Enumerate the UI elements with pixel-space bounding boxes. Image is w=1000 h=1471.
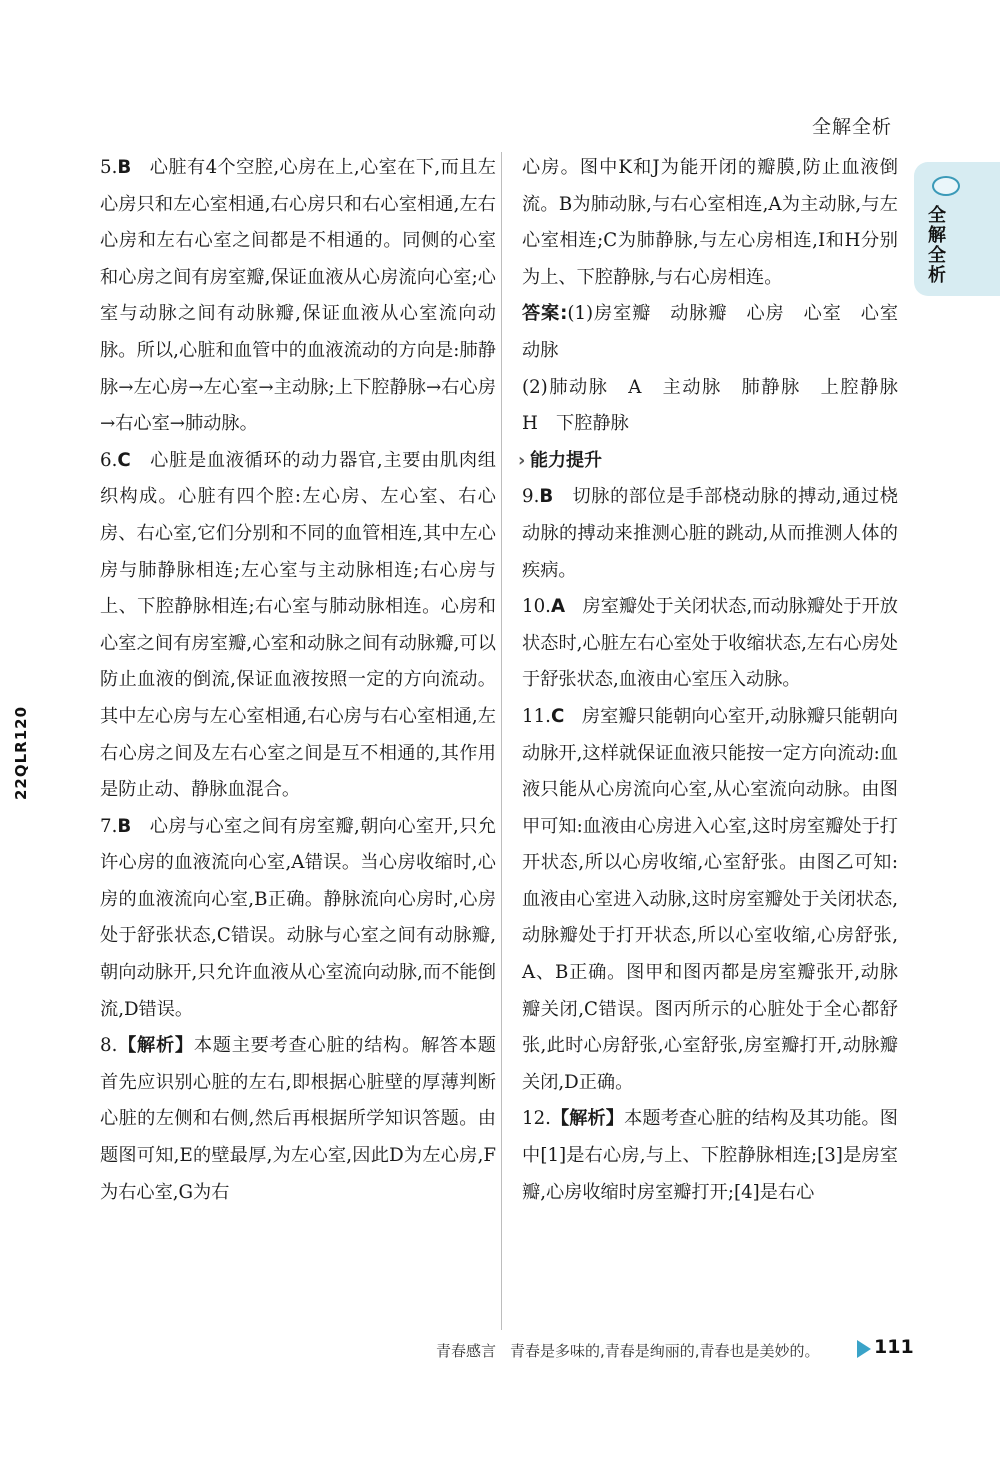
answer-label: 答案:: [522, 303, 568, 325]
explanation-text: 本题考查心脏的结构及其功能。图中[1]是右心房,与上、下腔静脉相连;[3]是房室瓣,心房收缩时房室瓣打开;[4]是右心: [522, 1108, 898, 1203]
explanation-text: 心房与心室之间有房室瓣,朝向心室开,只允许心房的血液流向心室,A错误。当心房收缩时,心房的血液流向心室,B正确。静脉流向心房时,心房处于舒张状态,C错误。动脉与心室之间有动脉瓣,朝向动脉开,只允许血液从心室流向动脉,而不能倒流,D错误。: [100, 815, 496, 1020]
page-number: 111: [874, 1336, 914, 1358]
answer-letter: A: [550, 596, 566, 618]
answer-letter: B: [117, 815, 132, 837]
header-title: 全解全析: [812, 116, 893, 138]
chevron-right-icon: ›: [518, 449, 526, 471]
question-12: [522, 1101, 898, 1211]
footer-quote: [436, 1340, 876, 1361]
footer-label: 青春感言: [436, 1342, 497, 1360]
analysis-tag: 【解析】: [117, 1035, 194, 1057]
answer-part-2: (2)肺动脉 A 主动脉 肺静脉 上腔静脉 H 下腔静脉: [522, 376, 917, 435]
column-divider: [501, 152, 502, 1330]
question-number: 9.: [522, 486, 540, 508]
question-number: 10.: [522, 596, 551, 618]
question-9: [522, 479, 898, 589]
question-8-continued: 心房。图中K和J为能开闭的瓣膜,防止血液倒流。B为肺动脉,与右心室相连,A为主动脉,与左心室相连;C为肺静脉,与左心房相连,I和H分别为上、下腔静脉,与右心房相连。: [522, 157, 898, 288]
section-heading: [518, 443, 898, 480]
side-tab-label: 全解全析: [928, 205, 946, 286]
explanation-text: 房室瓣处于关闭状态,而动脉瓣处于开放状态时,心脏左右心室处于收缩状态,左右心房处于舒张状态,血液由心室压入动脉。: [522, 596, 898, 691]
page-arrow-icon: [857, 1340, 871, 1358]
question-6: [100, 443, 496, 809]
explanation-text: 切脉的部位是手部桡动脉的搏动,通过桡动脉的搏动来推测心脏的跳动,从而推测人体的疾病。: [522, 486, 898, 581]
left-column: [100, 150, 496, 1211]
question-7: [100, 809, 496, 1029]
footer-quote-text: 青春是多味的,青春是绚丽的,青春也是美妙的。: [510, 1342, 820, 1360]
question-8: [100, 1028, 496, 1211]
explanation-text: 心脏是血液循环的动力器官,主要由肌肉组织构成。心脏有四个腔:左心房、左心室、右心房、右心室,它们分别和不同的血管相连,其中左心房与肺静脉相连;左心室与主动脉相连;右心房与上、下腔静脉相连;右心室与肺动脉相连。心房和心室之间有房室瓣,心室和动脉之间有动脉瓣,可以防止血液的倒流,保证血液按照一定的方向流动。其中左心房与左心室相通,右心房与右心室相通,左右心房之间及左右心室之间是互不相通的,其作用是防止动、静脉血混合。: [100, 449, 496, 801]
question-8-answer: [522, 296, 917, 369]
question-number: 8.: [100, 1035, 118, 1057]
explanation-text: 心脏有4个空腔,心房在上,心室在下,而且左心房只和左心室相通,右心房只和右心室相通,左右心房和左右心室之间都是不相通的。同侧的心室和心房之间有房室瓣,保证血液从心房流向心室;心室与动脉之间有动脉瓣,保证血液从心室流向动脉。所以,心脏和血管中的血液流动的方向是:肺静脉→左心房→左心室→主动脉;上下腔静脉→右心房→右心室→肺动脉。: [100, 157, 496, 435]
question-11: [522, 699, 898, 1102]
question-number: 11.: [522, 705, 551, 727]
answer-letter: C: [117, 449, 131, 471]
answer-letter: B: [117, 157, 132, 178]
section-title: 能力提升: [530, 449, 602, 471]
analysis-tag: 【解析】: [550, 1108, 625, 1130]
answer-letter: B: [539, 486, 554, 508]
right-column: [518, 150, 917, 1211]
answer-part-1: (1)房室瓣 动脉瓣 心房 心室 心室 动脉: [522, 303, 917, 361]
question-10: [522, 589, 898, 699]
question-number: 5.: [100, 157, 118, 178]
side-tab: [914, 162, 1000, 296]
explanation-text: 房室瓣只能朝向心室开,动脉瓣只能朝向动脉开,这样就保证血液只能按一定方向流动:血液只能从心房流向心室,从心室流向动脉。由图甲可知:血液由心房进入心室,这时房室瓣处于打开状态,所以心房收缩,心室舒张。由图乙可知:血液由心室进入动脉,这时房室瓣处于关闭状态,动脉瓣处于打开状态,所以心室收缩,心房舒张,A、B正确。图甲和图丙都是房室瓣张开,动脉瓣关闭,C错误。图丙所示的心脏处于全心都舒张,此时心房舒张,心室舒张,房室瓣打开,动脉瓣关闭,D正确。: [522, 705, 898, 1093]
question-number: 6.: [100, 449, 118, 471]
whale-icon: [932, 176, 960, 196]
explanation-text: 本题主要考查心脏的结构。解答本题首先应识别心脏的左右,即根据心脏壁的厚薄判断心脏的左侧和右侧,然后再根据所学知识答题。由题图可知,E的壁最厚,为左心室,因此D为左心房,F为右心室,G为右: [100, 1035, 496, 1203]
spine-code: 22QLR120: [12, 705, 30, 800]
answer-letter: C: [550, 705, 565, 727]
question-5: [100, 150, 496, 443]
question-number: 7.: [100, 815, 118, 837]
question-number: 12.: [522, 1108, 551, 1130]
